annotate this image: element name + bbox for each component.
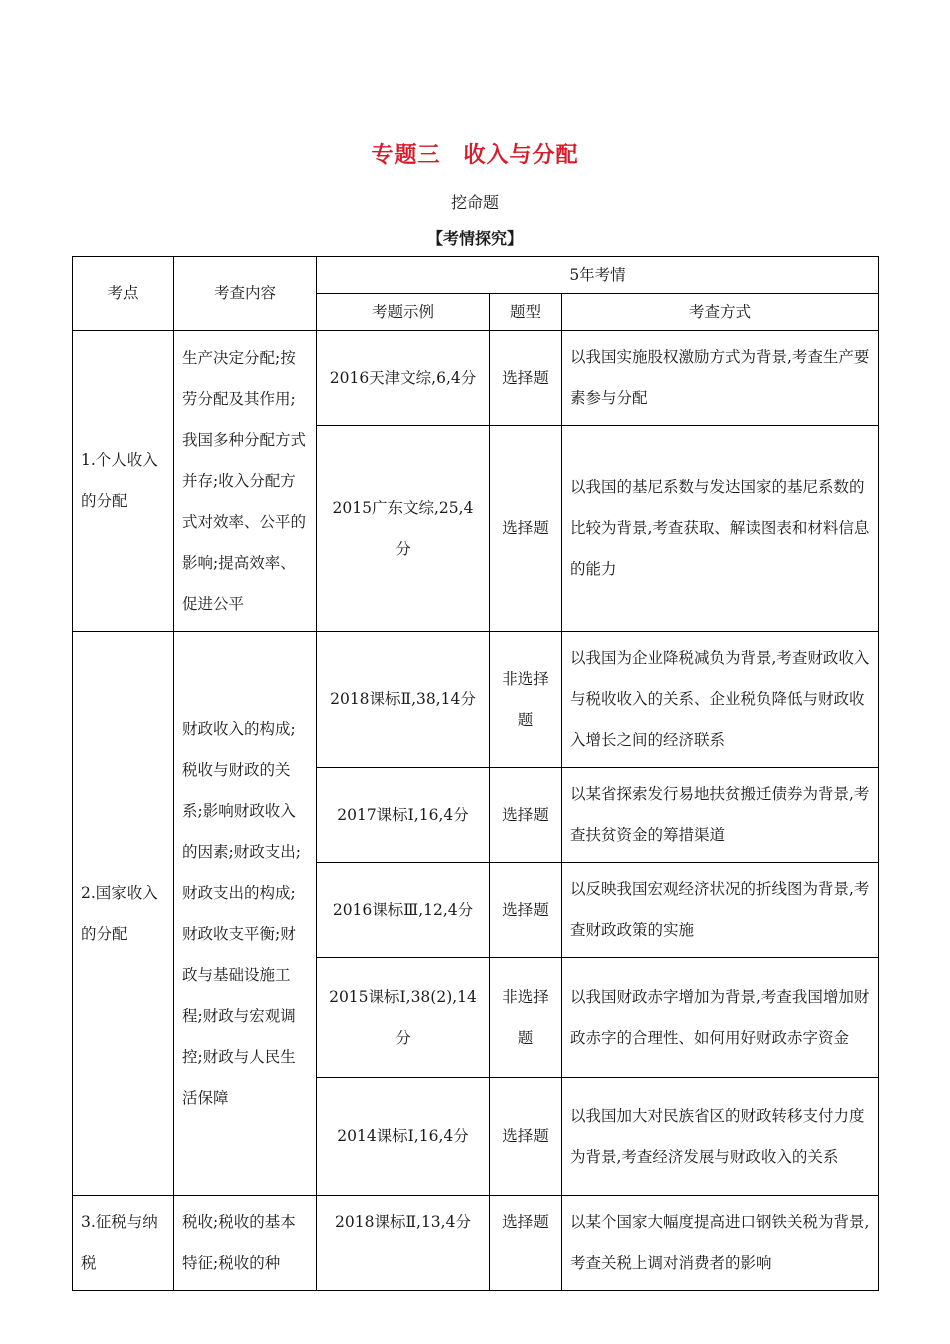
header-method: 考查方式 xyxy=(562,294,879,331)
exam-example-cell: 2016天津文综,6,4分 xyxy=(317,331,490,426)
exam-point-cell: 1.个人收入的分配 xyxy=(73,331,174,632)
exam-content-cell: 税收;税收的基本特征;税收的种 xyxy=(174,1196,317,1291)
exam-method-cell: 以我国财政赤字增加为背景,考查我国增加财政赤字的合理性、如何用好财政赤字资金 xyxy=(562,958,879,1078)
exam-method-cell: 以我国为企业降税减负为背景,考查财政收入与税收收入的关系、企业税负降低与财政收入增长之间的经济联系 xyxy=(562,632,879,768)
question-type-cell: 选择题 xyxy=(490,331,562,426)
section-label: 【考情探究】 xyxy=(426,229,523,248)
exam-example-cell: 2017课标Ⅰ,16,4分 xyxy=(317,768,490,863)
question-type-cell: 选择题 xyxy=(490,1078,562,1196)
header-content: 考查内容 xyxy=(174,257,317,331)
header-example: 考题示例 xyxy=(317,294,490,331)
header-point: 考点 xyxy=(73,257,174,331)
exam-point-cell: 2.国家收入的分配 xyxy=(73,632,174,1196)
table-header-row xyxy=(73,257,879,294)
question-type-cell: 选择题 xyxy=(490,768,562,863)
page-title: 专题三 收入与分配 xyxy=(371,143,579,168)
subtitle: 挖命题 xyxy=(450,193,499,212)
question-type-cell: 选择题 xyxy=(490,426,562,632)
question-type-cell: 选择题 xyxy=(490,863,562,958)
header-five-year: 5年考情 xyxy=(317,257,879,294)
exam-method-cell: 以某个国家大幅度提高进口钢铁关税为背景,考查关税上调对消费者的影响 xyxy=(562,1196,879,1291)
exam-analysis-table xyxy=(72,256,879,1291)
exam-example-cell: 2016课标Ⅲ,12,4分 xyxy=(317,863,490,958)
exam-example-cell: 2018课标Ⅱ,38,14分 xyxy=(317,632,490,768)
header-type: 题型 xyxy=(490,294,562,331)
exam-content-cell: 财政收入的构成;税收与财政的关系;影响财政收入的因素;财政支出;财政支出的构成;财政收支平衡;财政与基础设施工程;财政与宏观调控;财政与人民生活保障 xyxy=(174,632,317,1196)
table-row xyxy=(73,632,879,768)
question-type-cell: 选择题 xyxy=(490,1196,562,1291)
question-type-cell: 非选择题 xyxy=(490,958,562,1078)
exam-method-cell: 以我国的基尼系数与发达国家的基尼系数的比较为背景,考查获取、解读图表和材料信息的能力 xyxy=(562,426,879,632)
exam-method-cell: 以我国实施股权激励方式为背景,考查生产要素参与分配 xyxy=(562,331,879,426)
exam-content-cell: 生产决定分配;按劳分配及其作用;我国多种分配方式并存;收入分配方式对效率、公平的影响;提高效率、促进公平 xyxy=(174,331,317,632)
table-row xyxy=(73,1196,879,1291)
exam-example-cell: 2015广东文综,25,4分 xyxy=(317,426,490,632)
exam-method-cell: 以我国加大对民族省区的财政转移支付力度为背景,考查经济发展与财政收入的关系 xyxy=(562,1078,879,1196)
exam-example-cell: 2014课标Ⅰ,16,4分 xyxy=(317,1078,490,1196)
exam-example-cell: 2015课标Ⅰ,38(2),14分 xyxy=(317,958,490,1078)
exam-point-cell: 3.征税与纳税 xyxy=(73,1196,174,1291)
exam-method-cell: 以某省探索发行易地扶贫搬迁债券为背景,考查扶贫资金的筹措渠道 xyxy=(562,768,879,863)
question-type-cell: 非选择题 xyxy=(490,632,562,768)
table-row xyxy=(73,331,879,426)
exam-method-cell: 以反映我国宏观经济状况的折线图为背景,考查财政政策的实施 xyxy=(562,863,879,958)
exam-example-cell: 2018课标Ⅱ,13,4分 xyxy=(317,1196,490,1291)
